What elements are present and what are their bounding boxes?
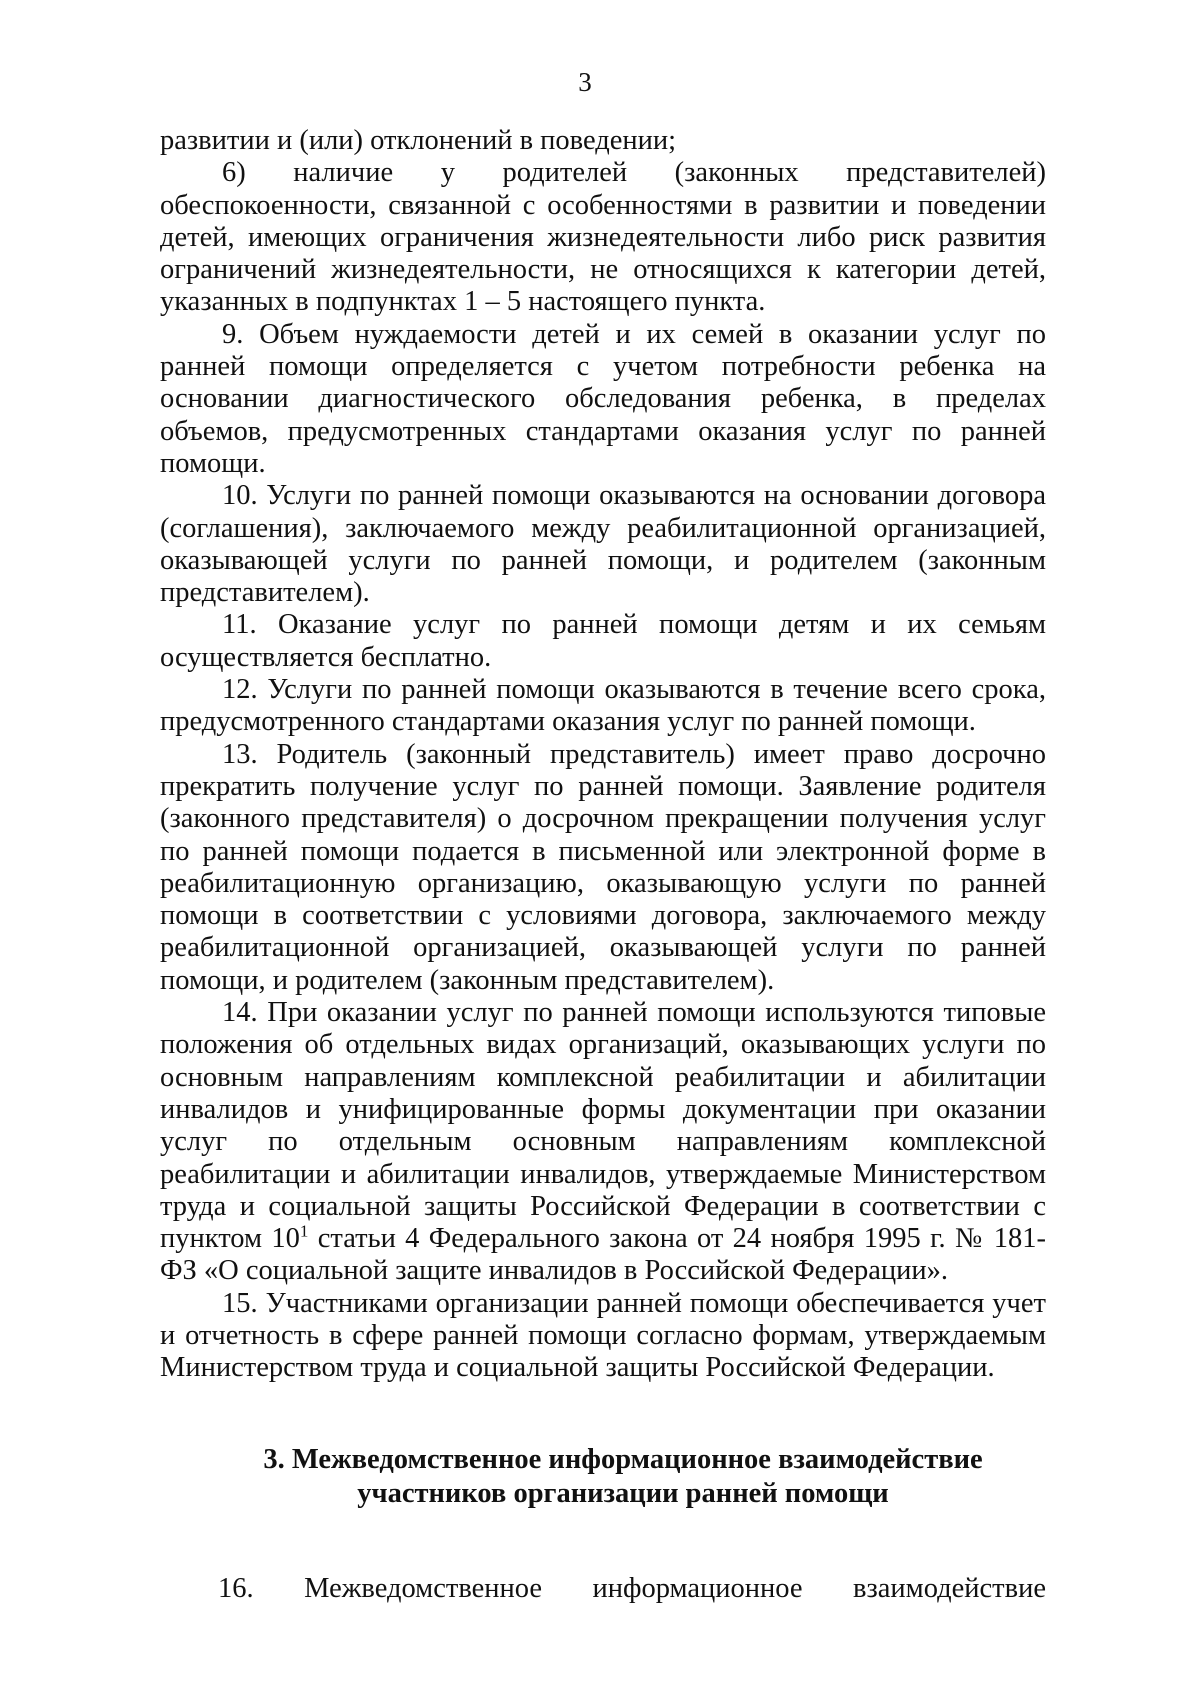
paragraph-15: 15. Участниками организации ранней помощи обеспечивается учет и отчетность в сфере ранней помощи согласно формам, утверждаемым Министерством труда и социальной защиты Российской Федерации.	[160, 1287, 1046, 1384]
section-heading-line-2: участников организации ранней помощи	[357, 1477, 889, 1509]
paragraph-16-word-3: взаимодействие	[853, 1572, 1046, 1604]
page-number: 3	[578, 67, 592, 97]
document-body	[160, 125, 1046, 1605]
section-heading	[160, 1443, 1046, 1511]
section-heading-line-1: 3. Межведомственное информационное взаимодействие	[263, 1443, 983, 1475]
paragraph-14	[160, 997, 1046, 1288]
paragraph-16-word-1: Межведомственное	[304, 1572, 543, 1604]
paragraph-continuation: развитии и (или) отклонений в поведении;	[160, 125, 677, 156]
paragraph-14-part-2: статьи 4 Федерального закона от 24 ноября 1995 г. № 181-ФЗ «О социальной защите инвалидов в Российской Федерации».	[160, 1223, 1047, 1287]
paragraph-12: 12. Услуги по ранней помощи оказываются в течение всего срока, предусмотренного стандартами оказания услуг по ранней помощи.	[160, 674, 1046, 738]
paragraph-16-start	[160, 1573, 1046, 1605]
paragraph-11: 11. Оказание услуг по ранней помощи детям и их семьям осуществляется бесплатно.	[160, 609, 1046, 673]
paragraph-16-word-2: информационное	[592, 1572, 803, 1604]
superscript-index: 1	[299, 1221, 309, 1241]
paragraph-16-number: 16.	[218, 1572, 254, 1604]
paragraph-subitem-6: 6) наличие у родителей (законных представителей) обеспокоенности, связанной с особенностями в развитии и поведении детей, имеющих ограничения жизнедеятельности либо риск развития ограничений жизнедеятельности, не относящихся к категории детей, указанных в подпунктах 1 – 5 настоящего пункта.	[160, 157, 1046, 318]
paragraph-13: 13. Родитель (законный представитель) имеет право досрочно прекратить получение услуг по ранней помощи. Заявление родителя (законного представителя) о досрочном прекращении получения услуг по ранней помощи подается в письменной или электронной форме в реабилитационную организацию, оказывающую услуги по ранней помощи в соответствии с условиями договора, заключаемого между реабилитационной организацией, оказывающей услуги по ранней помощи, и родителем (законным представителем).	[160, 738, 1046, 996]
paragraph-9: 9. Объем нуждаемости детей и их семей в оказании услуг по ранней помощи определяется с учетом потребности ребенка на основании диагностического обследования ребенка, в пределах объемов, предусмотренных стандартами оказания услуг по ранней помощи.	[160, 318, 1046, 479]
paragraph-10: 10. Услуги по ранней помощи оказываются на основании договора (соглашения), заключаемого между реабилитационной организацией, оказывающей услуги по ранней помощи, и родителем (законным представителем).	[160, 480, 1046, 609]
paragraph-14-part-1: 14. При оказании услуг по ранней помощи используются типовые положения об отдельных видах организаций, оказывающих услуги по основным направлениям комплексной реабилитации и абилитации инвалидов и унифицированные формы документации при оказании услуг по отдельным основным направлениям комплексной реабилитации и абилитации инвалидов, утверждаемые Министерством труда и социальной защиты Российской Федерации в соответствии с пунктом 10	[160, 997, 1046, 1255]
